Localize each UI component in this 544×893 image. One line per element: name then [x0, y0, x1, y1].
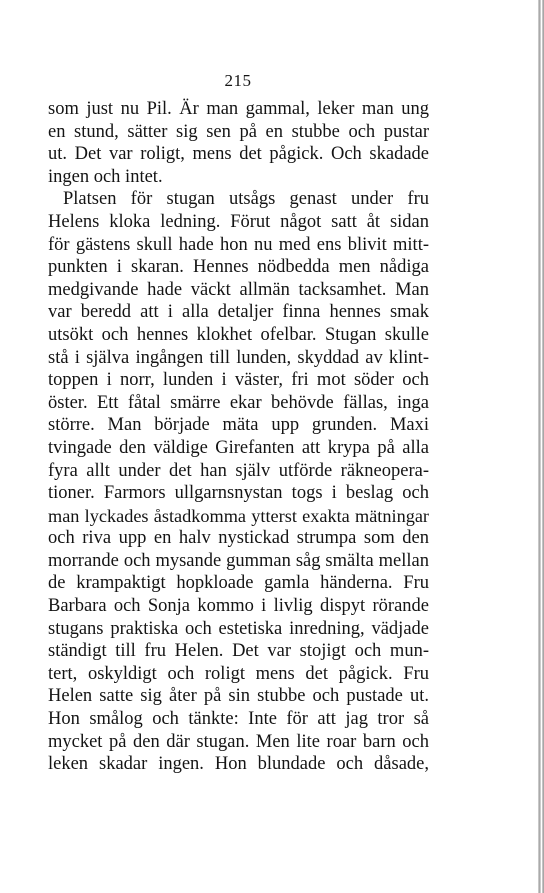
- text-line: var beredd att i alla detaljer finna hennes smak: [48, 302, 429, 323]
- text-line: Helen satte sig åter på sin stubbe och pustade ut.: [48, 686, 429, 707]
- text-line: tioner. Farmors ullgarnsnystan togs i beslag och: [48, 483, 429, 504]
- text-line: stå i själva ingången till lunden, skyddad av klint-: [48, 347, 429, 368]
- text-line: man lyckades åstadkomma ytterst exakta mätningar: [48, 505, 429, 526]
- text-line: ständigt till fru Helen. Det var stojigt och mun-: [48, 641, 429, 662]
- text-line: tvingade den väldige Girefanten att krypa på alla: [48, 437, 429, 458]
- text-line: en stund, sätter sig sen på en stubbe och pustar: [48, 121, 429, 142]
- text-line: Helens kloka ledning. Förut något satt åt sidan: [48, 211, 429, 232]
- text-line: Hon smålog och tänkte: Inte för att jag tror så: [48, 709, 429, 730]
- text-line: punkten i skaran. Hennes nödbedda men nådiga: [48, 257, 429, 278]
- text-line: större. Man började mäta upp grunden. Maxi: [48, 415, 429, 436]
- text-line: medgivande hade väckt allmän tacksamhet. Man: [48, 279, 429, 300]
- text-line: ingen och intet.: [48, 166, 163, 187]
- text-line: stugans praktiska och estetiska inredning, vädjade: [48, 618, 429, 639]
- text-line: öster. Ett fåtal smärre ekar behövde fällas, inga: [48, 392, 429, 413]
- text-line: Platsen för stugan utsågs genast under fru: [63, 189, 429, 210]
- text-line: som just nu Pil. Är man gammal, leker man ung: [48, 99, 429, 119]
- text-line: Barbara och Sonja kommo i livlig dispyt rörande: [48, 596, 429, 617]
- text-line: för gästens skull hade hon nu med ens blivit mitt-: [48, 234, 429, 255]
- text-line: toppen i norr, lunden i väster, fri mot söder och: [48, 370, 429, 391]
- text-line: morrande och mysande gumman såg smälta mellan: [48, 550, 429, 571]
- text-line: utsökt och hennes klokhet ofelbar. Stugan skulle: [48, 324, 429, 345]
- text-line: mycket på den där stugan. Men lite roar barn och: [48, 731, 429, 752]
- text-line: fyra allt under det han själv utförde räkneopera-: [48, 460, 429, 481]
- text-line: och riva upp en halv nystickad strumpa som den: [48, 528, 429, 549]
- text-line: ut. Det var roligt, mens det pågick. Och skadade: [48, 144, 429, 165]
- text-line: leken skadar ingen. Hon blundade och dåsade,: [48, 754, 429, 775]
- page-edge: [538, 0, 544, 893]
- text-line: tert, oskyldigt och roligt mens det pågick. Fru: [48, 663, 429, 684]
- text-line: de krampaktigt hopkloade gamla händerna. Fru: [48, 573, 429, 594]
- body-text: [48, 98, 429, 776]
- page-number: 215: [224, 71, 252, 90]
